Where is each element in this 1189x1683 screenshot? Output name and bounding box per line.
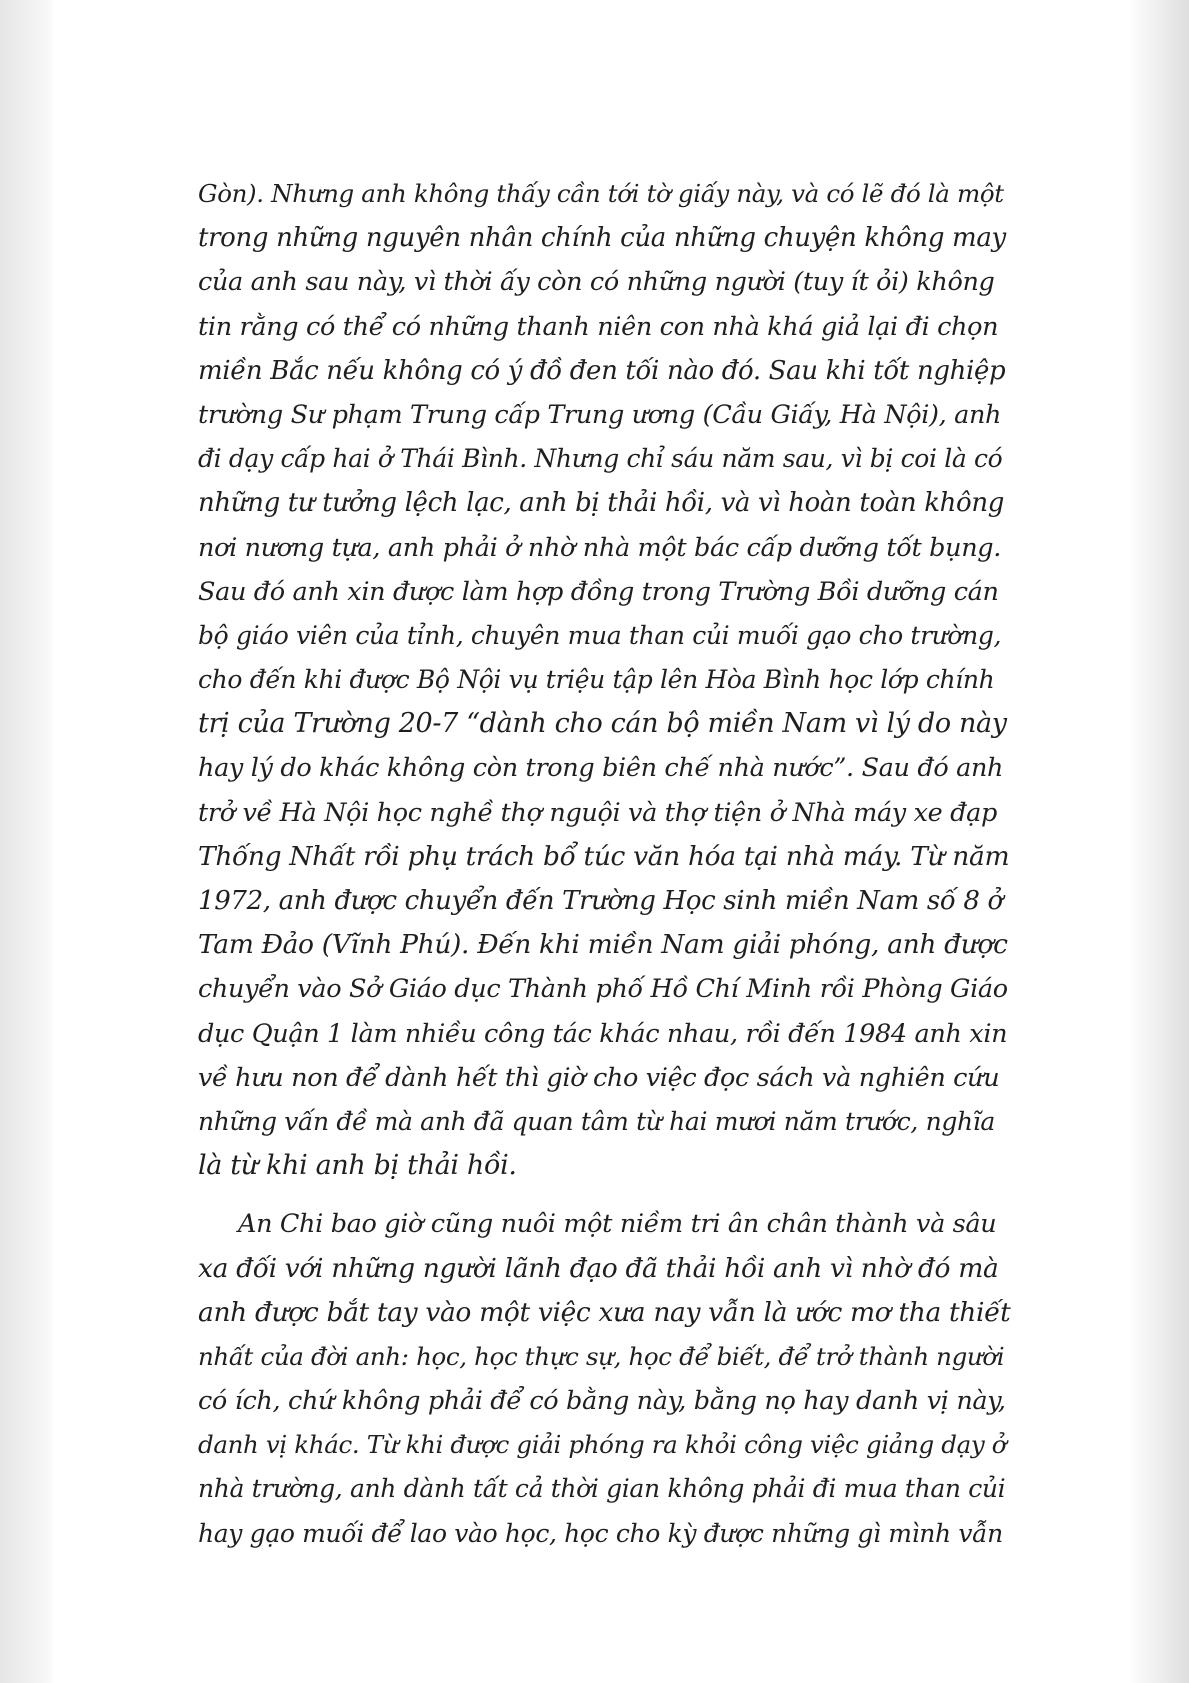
text-line: nhà trường, anh dành tất cả thời gian không phải đi mua than củi	[198, 1474, 1006, 1504]
text-line: trở về Hà Nội học nghề thợ nguội và thợ tiện ở Nhà máy xe đạp	[198, 797, 997, 828]
text-line-indented: An Chi bao giờ cũng nuôi một niềm tri ân chân thành và sâu	[238, 1209, 997, 1240]
book-page-text	[198, 172, 1010, 1556]
text-line: 1972, anh được chuyển đến Trường Học sinh miền Nam số 8 ở	[198, 886, 1003, 916]
text-line: về hưu non để dành hết thì giờ cho việc đọc sách và nghiên cứu	[198, 1062, 1000, 1093]
text-line: hay lý do khác không còn trong biên chế nhà nước”. Sau đó anh	[198, 753, 1004, 784]
text-line: bộ giáo viên của tỉnh, chuyên mua than củi muối gạo cho trường,	[198, 620, 1002, 650]
text-line: xa đối với những người lãnh đạo đã thải hồi anh vì nhờ đó mà	[198, 1252, 999, 1284]
text-line: anh được bắt tay vào một việc xưa nay vẫn là ước mơ tha thiết	[198, 1296, 1011, 1328]
text-line: Sau đó anh xin được làm hợp đồng trong Trường Bồi dưỡng cán	[198, 576, 999, 607]
text-line: Gòn). Nhưng anh không thấy cần tới tờ giấy này, và có lẽ đó là một	[198, 179, 1004, 208]
text-line: những vấn đề mà anh đã quan tâm từ hai mươi năm trước, nghĩa	[198, 1106, 995, 1136]
text-line: Thống Nhất rồi phụ trách bổ túc văn hóa tại nhà máy. Từ năm	[198, 840, 1010, 872]
text-line: miền Bắc nếu không có ý đồ đen tối nào đó. Sau khi tốt nghiệp	[198, 355, 1006, 386]
text-line: của anh sau này, vì thời ấy còn có những người (tuy ít ỏi) không	[198, 267, 995, 298]
text-line: cho đến khi được Bộ Nội vụ triệu tập lên Hòa Bình học lớp chính	[198, 665, 995, 695]
text-line: trong những nguyên nhân chính của những chuyện không may	[198, 223, 1006, 254]
paragraph-2	[198, 1202, 1010, 1556]
page-right-shadow	[1129, 0, 1189, 1683]
text-line: hay gạo muối để lao vào học, học cho kỳ được những gì mình vẫn	[198, 1518, 1003, 1548]
text-line: trường Sư phạm Trung cấp Trung ương (Cầu Giấy, Hà Nội), anh	[198, 399, 1002, 430]
text-line: những tư tưởng lệch lạc, anh bị thải hồi, và vì hoàn toàn không	[198, 488, 1005, 519]
page-left-shadow	[0, 0, 54, 1683]
text-line: có ích, chứ không phải để có bằng này, bằng nọ hay danh vị này,	[198, 1386, 1006, 1417]
text-line: tin rằng có thể có những thanh niên con nhà khá giả lại đi chọn	[198, 311, 999, 342]
text-line: nhất của đời anh: học, học thực sự, học để biết, để trở thành người	[198, 1341, 1005, 1371]
text-line: là từ khi anh bị thải hồi.	[198, 1150, 517, 1182]
text-line: chuyển vào Sở Giáo dục Thành phố Hồ Chí Minh rồi Phòng Giáo	[198, 974, 1008, 1005]
text-line: dục Quận 1 làm nhiều công tác khác nhau, rồi đến 1984 anh xin	[198, 1018, 1008, 1049]
text-line: nơi nương tựa, anh phải ở nhờ nhà một bác cấp dưỡng tốt bụng.	[198, 532, 1001, 563]
paragraph-spacer	[198, 1188, 1010, 1202]
text-line: danh vị khác. Từ khi được giải phóng ra khỏi công việc giảng dạy ở	[198, 1430, 1007, 1460]
text-line: đi dạy cấp hai ở Thái Bình. Nhưng chỉ sáu năm sau, vì bị coi là có	[198, 444, 1003, 474]
paragraph-1	[198, 172, 1010, 1188]
text-line: Tam Đảo (Vĩnh Phú). Đến khi miền Nam giải phóng, anh được	[198, 929, 1008, 961]
text-line: trị của Trường 20-7 “dành cho cán bộ miền Nam vì lý do này	[198, 708, 1007, 740]
